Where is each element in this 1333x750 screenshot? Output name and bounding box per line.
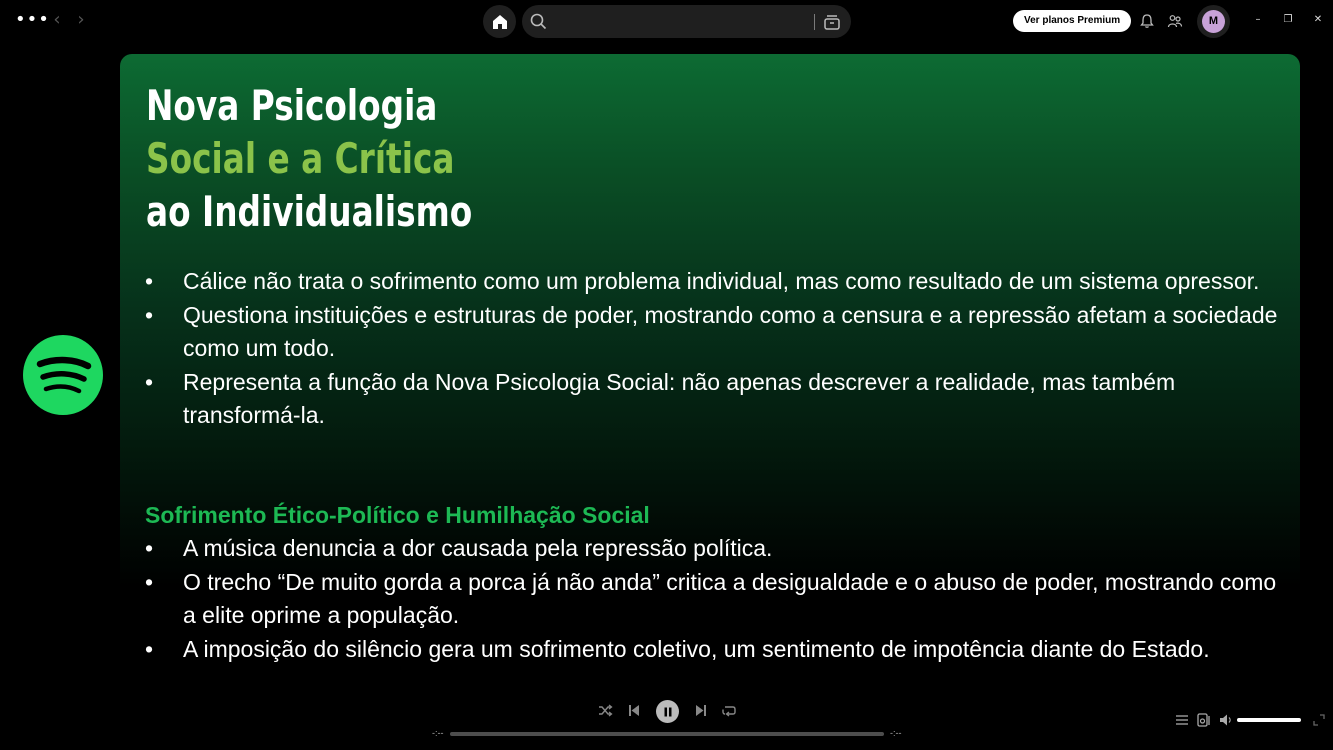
bullet-item: • A imposição do silêncio gera um sofrimento coletivo, um sentimento de impotência diante do Estado. (145, 633, 1285, 667)
home-icon (492, 14, 508, 30)
title-line-1: Nova Psicologia (146, 81, 438, 130)
premium-button[interactable]: Ver planos Premium (1013, 10, 1131, 32)
search-bar[interactable] (522, 5, 851, 38)
bullet-list-2 (145, 532, 1285, 666)
queue-icon[interactable] (1175, 713, 1189, 727)
back-arrow-icon[interactable]: ‹ (53, 9, 61, 30)
user-menu-button[interactable] (1197, 5, 1230, 38)
close-button[interactable]: ✕ (1313, 14, 1323, 25)
bullet-item: • O trecho “De muito gorda a porca já não anda” critica a desigualdade e o abuso de poder, mostrando como a elite oprime a população. (145, 566, 1285, 633)
search-divider (814, 14, 815, 30)
browse-icon[interactable] (823, 13, 841, 31)
title-line-3: ao Individualismo (146, 187, 473, 236)
lyrics-slide-canvas (120, 54, 1300, 704)
connect-device-icon[interactable] (1197, 713, 1211, 727)
volume-slider[interactable] (1237, 718, 1301, 722)
bell-icon[interactable] (1139, 13, 1155, 29)
previous-icon[interactable] (627, 703, 641, 718)
search-icon (530, 13, 547, 30)
slide-title (146, 79, 472, 238)
search-input[interactable] (558, 10, 822, 34)
pause-icon (663, 707, 673, 717)
home-button[interactable] (483, 5, 516, 38)
bullet-item: • Questiona instituições e estruturas de poder, mostrando como a censura e a repressão afetam a sociedade como um todo. (145, 299, 1285, 366)
avatar: M (1202, 10, 1225, 33)
repeat-icon[interactable] (722, 703, 736, 718)
fullscreen-icon[interactable] (1312, 713, 1326, 727)
next-icon[interactable] (694, 703, 708, 718)
pause-button[interactable] (656, 700, 679, 723)
duration-time: -:-- (890, 728, 902, 738)
progress-bar[interactable] (450, 732, 884, 736)
menu-dots-icon[interactable]: ••• (15, 9, 50, 30)
maximize-button[interactable]: ❐ (1283, 14, 1293, 25)
bullet-list-1 (145, 265, 1285, 433)
minimize-button[interactable]: – (1255, 14, 1261, 25)
elapsed-time: -:-- (432, 728, 444, 738)
shuffle-icon[interactable] (598, 703, 613, 718)
title-line-2: Social e a Crítica (146, 134, 455, 183)
friends-icon[interactable] (1167, 13, 1183, 29)
volume-icon[interactable] (1219, 713, 1233, 727)
bullet-item: • Cálice não trata o sofrimento como um problema individual, mas como resultado de um sistema opressor. (145, 265, 1285, 299)
bullet-item: • A música denuncia a dor causada pela repressão política. (145, 532, 1285, 566)
forward-arrow-icon[interactable]: › (77, 9, 85, 30)
bullet-item: • Representa a função da Nova Psicologia Social: não apenas descrever a realidade, mas também transformá-la. (145, 366, 1285, 433)
top-bar (0, 0, 1333, 42)
spotify-logo (23, 335, 103, 415)
section-subheading: Sofrimento Ético-Político e Humilhação Social (145, 502, 650, 528)
